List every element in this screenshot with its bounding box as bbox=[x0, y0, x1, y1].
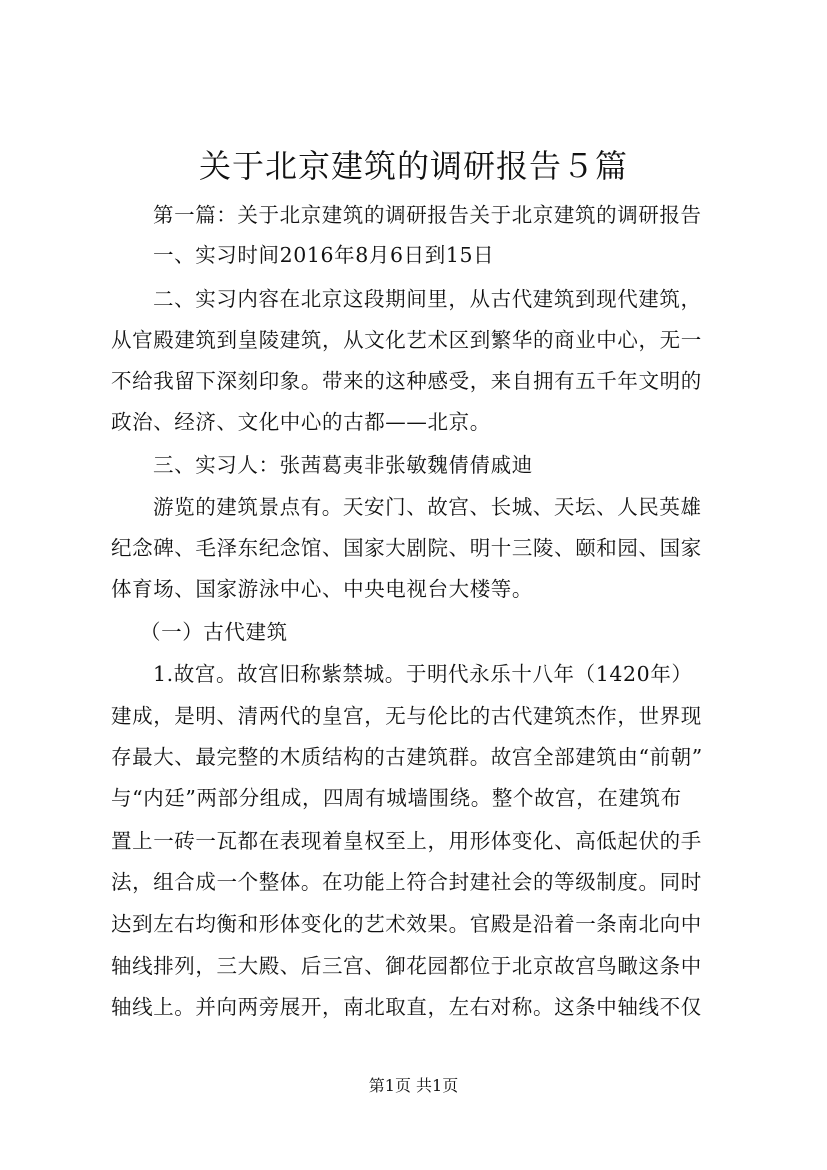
paragraph-line: 政治、经济、文化中心的古都——北京。 bbox=[111, 410, 491, 434]
paragraph-line: 一、实习时间2016年8月6日到15日 bbox=[153, 243, 495, 267]
paragraph-line: 达到左右均衡和形体变化的艺术效果。官殿是沿着一条南北向中 bbox=[111, 912, 702, 936]
paragraph-line: 轴线上。并向两旁展开，南北取直，左右对称。这条中轴线不仅 bbox=[111, 995, 702, 1019]
paragraph-line: 法，组合成一个整体。在功能上符合封建社会的等级制度。同时 bbox=[111, 870, 702, 894]
section-heading: （一）古代建筑 bbox=[140, 620, 288, 644]
paragraph-line: 不给我留下深刻印象。带来的这种感受，来自拥有五千年文明的 bbox=[111, 369, 702, 393]
paragraph-line: 三、实习人：张茜葛夷非张敏魏倩倩戚迪 bbox=[153, 453, 533, 477]
paragraph-line: 轴线排列，三大殿、后三宫、御花园都位于北京故宫鸟瞰这条中 bbox=[111, 954, 702, 978]
paragraph-line: 体育场、国家游泳中心、中央电视台大楼等。 bbox=[111, 577, 533, 601]
paragraph-line: 二、实习内容在北京这段期间里，从古代建筑到现代建筑， bbox=[153, 287, 702, 311]
paragraph-line: 纪念碑、毛泽东纪念馆、国家大剧院、明十三陵、颐和园、国家 bbox=[111, 536, 702, 560]
document-title: 关于北京建筑的调研报告５篇 bbox=[198, 147, 628, 185]
paragraph-line: 置上一砖一瓦都在表现着皇权至上，用形体变化、高低起伏的手 bbox=[111, 829, 702, 853]
paragraph-line: 存最大、最完整的木质结构的古建筑群。故宫全部建筑由“前朝” bbox=[111, 745, 703, 769]
paragraph-line: 建成，是明、清两代的皇宫，无与伦比的古代建筑杰作，世界现 bbox=[111, 704, 702, 728]
page-footer: 第1页 共1页 bbox=[368, 1076, 459, 1095]
paragraph-line: 从官殿建筑到皇陵建筑，从文化艺术区到繁华的商业中心，无一 bbox=[111, 328, 702, 352]
paragraph-line: 第一篇：关于北京建筑的调研报告关于北京建筑的调研报告 bbox=[153, 203, 702, 227]
paragraph-line: 游览的建筑景点有。天安门、故宫、长城、天坛、人民英雄 bbox=[153, 495, 702, 519]
paragraph-line: 1.故宫。故宫旧称紫禁城。于明代永乐十八年（1420年） bbox=[153, 662, 693, 686]
paragraph-line: 与“内廷”两部分组成，四周有城墙围绕。整个故宫，在建筑布 bbox=[111, 786, 682, 810]
